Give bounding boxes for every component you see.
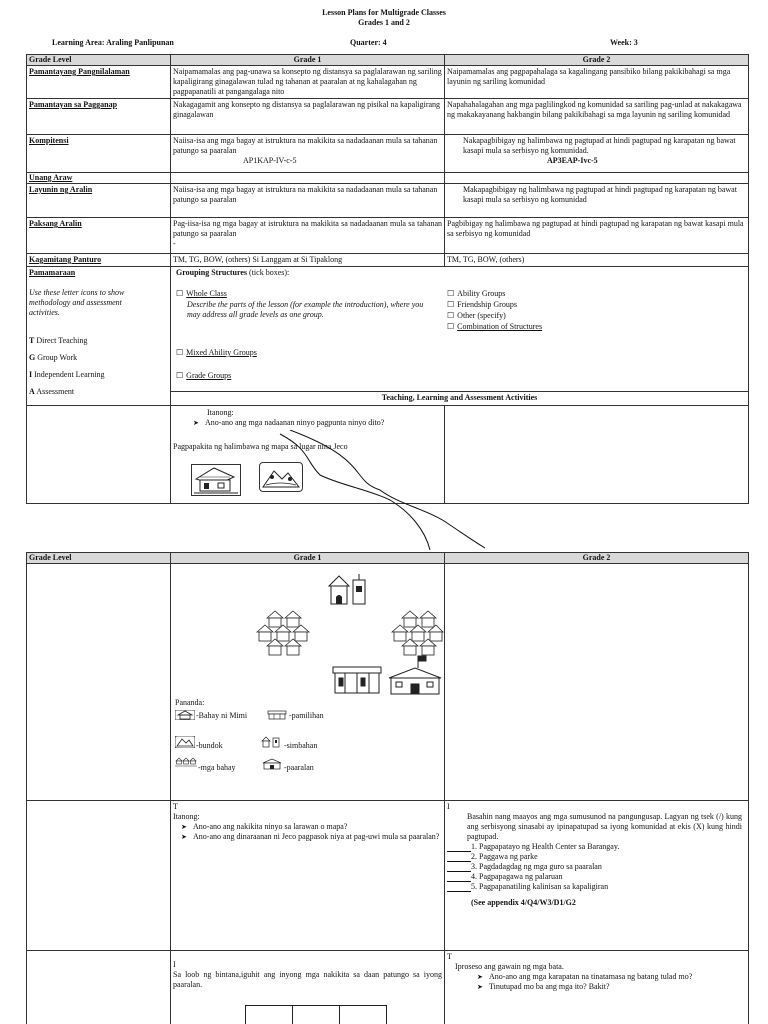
g2-item-text: 4. Pagpapagawa ng palaruan [471,872,563,881]
legend-text: Group Work [37,353,78,362]
g1-letter-i: I [173,960,176,969]
legend-text: Independent Learning [34,370,105,379]
pamamaraan-instructions: Use these letter icons to show methodology and assessment activities. [29,288,125,317]
g1-draw-instruction: Sa loob ng bintana,iguhit ang inyong mga nakikita sa daan patungo sa iyong paaralan. [173,970,442,989]
g1-layunin: Naiisa-isa ang mga bagay at istruktura na makikita sa nadadaanan mula sa tahanan patungo sa paaralan [171,184,445,218]
house-picture [191,464,241,496]
g2-question-item [475,972,746,982]
g2-instruction: Basahin nang maayos ang mga sumusunod na pangungusap. Lagyan ng tsek (/) kung ang serbisyong sinasabi ay ipinapatupad sa iyong komunidad at ekis (X) kung hindi pagtupad. [467,812,742,841]
g2-question-text: Tinutupad mo ba ang mga ito? Bakit? [489,982,610,991]
row-label-kompitensi: Kompitensi [27,135,171,173]
g2-question-text: Ano-ano ang mga karapatan na tinatamasa ng batang tulad mo? [489,972,693,981]
row-label-layunin: Layunin ng Aralin [27,184,171,218]
g2-unang-araw [445,173,749,184]
ability-groups-checkbox[interactable] [447,289,505,299]
table-row [27,801,749,951]
g2-item [447,862,746,872]
g2-item-text: 2. Paggawa ng parke [471,852,538,861]
g2-layunin: Makapagbibigay ng halimbawa ng pagtupad at hindi pagtupad ng karapatan ng bawat kasapi mula sa serbisyo ng komunidad [445,184,749,218]
legend-mga-bahay: -mga bahay [198,763,236,772]
g2-item-text: 1. Pagpapatayo ng Health Center sa Barangay. [471,842,620,851]
legend-bundok: -bundok [196,741,223,750]
empty-label-cell [27,951,171,1024]
table-row [27,218,749,254]
other-specify-label: Other (specify) [457,311,506,320]
row-label-pamantayan-sa-pagganap: Pamantayan sa Pagganap [27,99,171,135]
table-row [27,173,749,184]
row-label-pamamaraan: Pamamaraan [29,268,76,277]
g1-question-item [179,832,442,842]
legend-item [29,336,168,353]
grade2-header: Grade 2 [445,55,749,66]
legend-school-icon [261,758,283,770]
week: Week: 3 [610,38,638,47]
whole-class-label: Whole Class [186,289,227,298]
grade2-header: Grade 2 [445,553,749,564]
legend-bahay-ni-mimi: -Bahay ni Mimi [196,711,248,720]
g1-paksang-aralin [171,218,445,254]
question-text: Ano-ano ang mga nadaanan ninyo pagpunta ninyo dito? [205,418,385,427]
g2-process-cell [445,951,749,1024]
g1-itanong-label: Itanong: [173,812,200,821]
g2-paksang-aralin: Pagbibigay ng halimbawa ng pagtupad at hindi pagtupad ng karapatan ng bawat kasapi mula sa serbisyo ng komunidad [445,218,749,254]
legend-church-icon [261,736,283,748]
mixed-ability-checkbox[interactable] [176,348,257,358]
table-header-row [27,55,749,66]
learning-area: Learning Area: Araling Panlipunan [52,38,174,47]
g2-item [447,852,746,862]
g2-letter-t: T [447,952,452,961]
grade-groups-label: Grade Groups [186,371,232,380]
table-row [27,951,749,1024]
church-icon [329,574,365,604]
row-label-pamantayang-pangnilalaman: Pamantayang Pangnilalaman [27,66,171,99]
row-label-paksang-aralin: Paksang Aralin [27,218,171,254]
grade1-header: Grade 1 [171,553,445,564]
row-label-kagamitang-panturo: Kagamitang Panturo [27,254,171,267]
legend-market-icon [267,710,287,720]
window-divider [339,1006,340,1024]
empty-label-cell [27,801,171,951]
g1-paksang-aralin-dash: - [173,239,176,248]
itanong-label: Itanong: [207,408,234,417]
grade-level-header: Grade Level [27,553,171,564]
g2-item [447,882,746,892]
g2-kompitensi [445,135,749,173]
answer-blank[interactable] [447,884,471,892]
g2-kompitensi-text: Nakapagbibigay ng halimbawa ng pagtupad at hindi pagtupad ng karapatan ng bawat kasapi mula sa serbisyo ng komunidad. [463,136,736,155]
legend-letter: A [29,387,35,396]
grouping-title-text: Grouping Structures [176,268,248,277]
tla-title: Teaching, Learning and Assessment Activities [171,391,749,405]
lesson-plan-table-2 [26,552,749,1024]
g1-letter-t: T [173,802,178,811]
g2-item-text: 5. Pagpapanatiling kalinisan sa kapaligiran [471,882,609,891]
g1-kompitensi [171,135,445,173]
g2-letter-i: I [447,802,450,811]
road-line-drawing [250,430,500,550]
legend-houses-icon [175,756,197,768]
methodology-legend [29,336,168,404]
answer-blank[interactable] [447,844,471,852]
legend-item [29,387,168,404]
combination-label: Combination of Structures [457,322,543,331]
answer-blank[interactable] [447,854,471,862]
house-icon [192,465,240,495]
table-header-row [27,553,749,564]
friendship-groups-label: Friendship Groups [457,300,517,309]
empty-label-cell [27,564,171,801]
legend-pamilihan: -pamilihan [289,711,324,720]
g2-map-cell [445,564,749,801]
g1-kompitensi-text: Naiisa-isa ang mga bagay at istruktura na makikita sa nadadaanan mula sa tahanan patungo sa paaralan [173,136,438,155]
g1-question-item [179,822,442,832]
g1-kompitensi-code: AP1KAP-IV-c-5 [243,156,297,165]
table-row [27,184,749,218]
whole-class-checkbox[interactable] [176,289,227,299]
g1-pamantayan-sa-pagganap: Nakagagamit ang konsepto ng distansya sa paglalarawan ng pisikal na kapaligirang ginagalawan [171,99,445,135]
legend-mountain-icon [175,736,195,748]
document-title: Lesson Plans for Multigrade Classes [322,8,446,17]
pamamaraan-cell [27,267,171,406]
question-item [191,418,445,428]
g2-item-text: 3. Pagdadagdag ng mga guro sa paaralan [471,862,602,871]
legend-item [29,353,168,370]
legend-text: Assessment [36,387,75,396]
map-legend-title: Pananda: [175,698,205,707]
legend-letter: G [29,353,36,362]
window-drawing-box[interactable] [245,1005,387,1024]
g2-kagamitang-panturo: TM, TG, BOW, (others) [445,254,749,267]
grade-groups-checkbox[interactable] [176,371,231,381]
legend-text: Direct Teaching [36,336,88,345]
g2-kompitensi-code: AP3EAP-Ivc-5 [547,156,598,165]
grade1-header: Grade 1 [171,55,445,66]
ability-groups-label: Ability Groups [457,289,506,298]
g1-pamantayang-pangnilalaman: Naipamamalas ang pag-unawa sa konsepto ng distansya sa paglalarawan ng sariling kapaligirang ginagalawan tulad ng tahanan at paaralan at ng kahalagahan ng pagpapanatili at pangangalaga nito [171,66,445,99]
map-cell [171,564,445,801]
g2-appendix-ref: (See appendix 4/Q4/W3/D1/G2 [471,898,576,907]
g2-iproseso: Iproseso ang gawain ng mga bata. [455,962,564,971]
combination-checkbox[interactable] [447,322,542,332]
legend-item [29,370,168,387]
friendship-groups-checkbox[interactable] [447,300,517,310]
other-specify-checkbox[interactable] [447,311,506,321]
g2-pamantayang-pangnilalaman: Naipamamalas ang pagpapahalaga sa kagalingang pansibiko bilang pakikibahagi sa mga layunin ng sariling komunidad [445,66,749,99]
g2-item [447,842,746,852]
school-icon [389,656,441,694]
table-row [27,564,749,801]
g1-itanong-cell [171,801,445,951]
row-label-unang-araw: Unang Araw [27,173,171,184]
grade-level-header: Grade Level [27,55,171,66]
table-row [27,267,749,392]
g1-draw-cell [171,951,445,1024]
g1-paksang-aralin-text: Pag-iisa-isa ng mga bagay at istruktura na makikita sa nadadaanan mula sa tahanan patungo sa paaralan [173,219,442,238]
window-divider [292,1006,293,1024]
houses-group-left [257,611,309,655]
g1-kagamitang-panturo: TM, TG, BOW, (others) Si Langgam at Si Tipaklong [171,254,445,267]
legend-paaralan: -paaralan [284,763,314,772]
whole-class-description: Describe the parts of the lesson (for example the introduction), where you may address all grade levels as one group. [187,300,424,319]
table-row [27,99,749,135]
g2-checklist-cell [445,801,749,951]
quarter: Quarter: 4 [350,38,387,47]
legend-letter: T [29,336,35,345]
grouping-hint: (tick boxes): [249,268,290,277]
g1-question-text: Ano-ano ang nakikita ninyo sa larawan o mapa? [193,822,348,831]
mixed-ability-label: Mixed Ability Groups [186,348,257,357]
houses-group-right [392,611,443,655]
answer-blank[interactable] [447,874,471,882]
legend-simbahan: -simbahan [284,741,318,750]
table-row [27,254,749,267]
g1-unang-araw [171,173,445,184]
document-subtitle: Grades 1 and 2 [358,18,410,27]
table-row [27,135,749,173]
g2-pamantayan-sa-pagganap: Napahahalagahan ang mga paglilingkod ng komunidad sa sariling pag-unlad at nakakagawa ng makakayanang hakbangin bilang pakikibahagi sa mga layunin ng sariling komunidad [445,99,749,135]
pagpapakita-text: Pagpapakita ng halimbawa ng mapa sa lugar nina Jeco [173,442,348,451]
table-row [27,66,749,99]
legend-letter: I [29,370,33,379]
grouping-title [176,268,289,278]
empty-label-cell [27,406,171,504]
g2-item [447,872,746,882]
market-icon [333,667,381,693]
grouping-structures-cell [171,267,749,392]
g2-question-item [475,982,746,992]
g1-question-text: Ano-ano ang dinaraanan ni Jeco pagpasok niya at pag-uwi mula sa paaralan? [193,832,440,841]
answer-blank[interactable] [447,864,471,872]
legend-house-icon [175,710,195,720]
